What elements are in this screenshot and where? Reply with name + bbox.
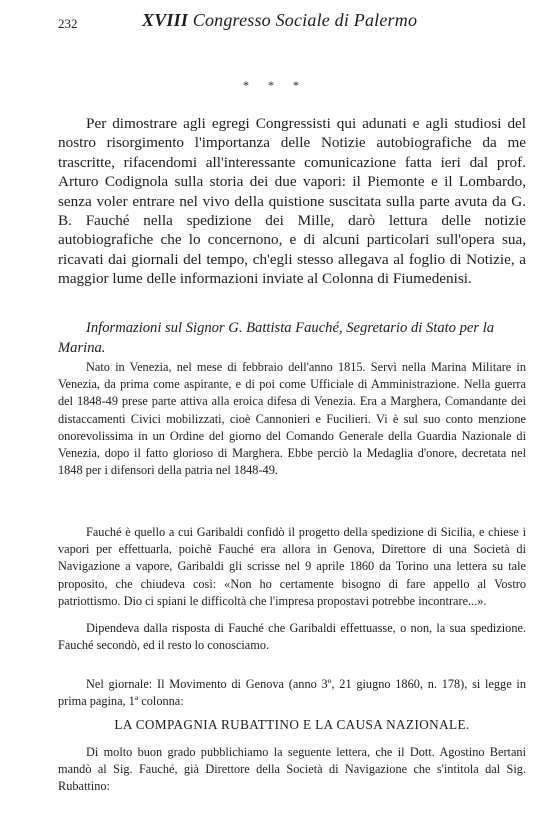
article-title: LA COMPAGNIA RUBATTINO E LA CAUSA NAZIONALE. [114, 717, 470, 732]
body-paragraph-2: Fauché è quello a cui Garibaldi confidò il progetto della spedizione di Sicilia, e chiese i vapori per effettuarla, poichè Fauché era allora in Genova, Direttore di una Società di Navigazione a vapore, Garibaldi gli scrisse nel 9 aprile 1860 da Torino una lettera su tale proposito, che chiudeva così: «Non ho certamente bisogno di fare appello al Vostro patriottismo. Dio ci spiani le difficoltà che l'impresa propostavi potrebbe incontrare...». [58, 525, 526, 608]
running-head-roman: XVIII [142, 10, 189, 30]
section-asterism: * * * [243, 78, 307, 92]
running-head [142, 10, 417, 31]
body-paragraph-4: Nel giornale: Il Movimento di Genova (anno 3º, 21 giugno 1860, n. 178), si legge in prima pagina, 1ª colonna: [58, 677, 526, 709]
body-paragraph-5: Di molto buon grado pubblichiamo la seguente lettera, che il Dott. Agostino Bertani mandò al Sig. Fauché, già Direttore della Società di Navigazione che s'intitola dal Sig. Rubattino: [58, 745, 526, 794]
page-header [58, 10, 508, 36]
page-number: 232 [58, 16, 78, 31]
running-head-title: Congresso Sociale di Palermo [192, 10, 418, 30]
section-heading: Informazioni sul Signor G. Battista Fauché, Segretario di Stato per la Marina. [58, 320, 495, 356]
intro-paragraph: Per dimostrare agli egregi Congressisti qui adunati e agli studiosi del nostro risorgimento l'importanza delle Notizie autobiografiche da me trascritte, rifacendomi all'interessante comunicazione fatta ieri dal prof. Arturo Codignola sulla storia dei due vapori: il Piemonte e il Lombardo, senza voler entrare nel vivo della quistione suscitata sulla parte avuta da G. B. Fauché nella spedizione dei Mille, darò lettura delle notizie autobiografiche che lo concernono, e di alcuni particolari sull'opera sua, ricavati dai giornali del tempo, ch'egli stesso allegava al foglio di Notizie, a maggior lume delle informazioni inviate al Colonna di Fiumedenisi. [58, 115, 526, 288]
body-paragraph-3: Dipendeva dalla risposta di Fauché che Garibaldi effettuasse, o non, la sua spedizione. Fauché secondò, ed il resto lo conosciamo. [58, 621, 526, 653]
body-paragraph-1: Nato in Venezia, nel mese di febbraio dell'anno 1815. Servì nella Marina Militare in Venezia, da prima come aspirante, e di poi come Ufficiale di Amministrazione. Nella guerra del 1848-49 prese parte attiva alla eroica difesa di Venezia. Era a Marghera, Comandante dei distaccamenti Civici mobilizzati, cioè Cannonieri e Fucilieri. Vi è sul suo conto menzione onorevolissima in un Ordine del giorno del Comando Generale della Guardia Nazionale di Venezia, dopo il fatto glorioso di Marghera. Ebbe perciò la Medaglia d'onore, decretata nel 1848 per i difensori della patria nel 1848-49. [58, 360, 526, 478]
